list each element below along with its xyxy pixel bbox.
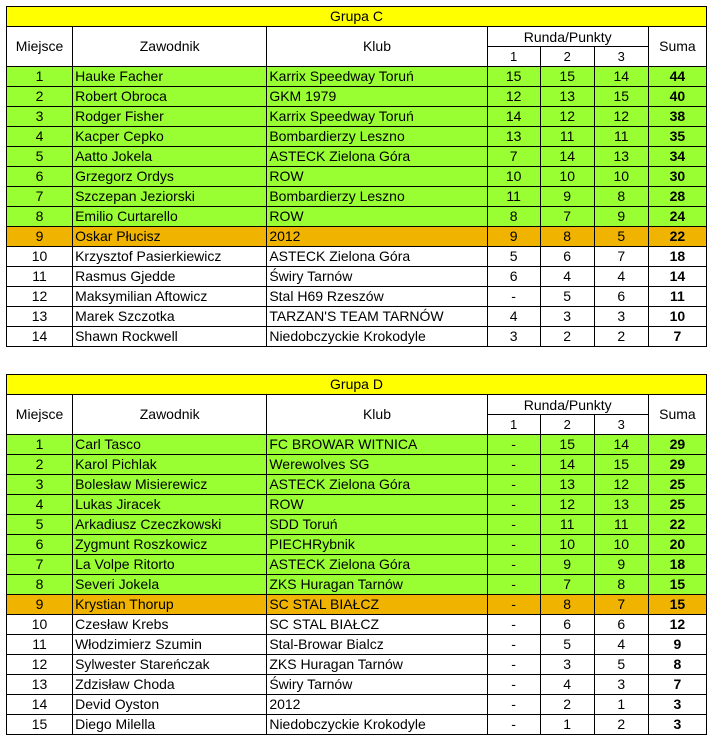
cell-club: ZKS Huragan Tarnów xyxy=(267,655,487,675)
cell-round-2: 10 xyxy=(540,167,594,187)
header-sum: Suma xyxy=(648,395,706,435)
cell-round-2: 2 xyxy=(540,327,594,347)
cell-round-2: 12 xyxy=(540,107,594,127)
cell-rider-name: Devid Oyston xyxy=(73,695,267,715)
cell-round-3: 14 xyxy=(594,67,648,87)
cell-round-2: 14 xyxy=(540,147,594,167)
cell-club: 2012 xyxy=(267,695,487,715)
cell-rider-name: Robert Obroca xyxy=(73,87,267,107)
cell-round-1: 14 xyxy=(487,107,540,127)
cell-round-2: 1 xyxy=(540,715,594,735)
cell-round-2: 7 xyxy=(540,575,594,595)
cell-sum: 20 xyxy=(648,535,706,555)
cell-club: ROW xyxy=(267,495,487,515)
cell-club: FC BROWAR WITNICA xyxy=(267,435,487,455)
cell-round-1: 15 xyxy=(487,67,540,87)
cell-place: 10 xyxy=(7,247,73,267)
table-row xyxy=(7,555,707,575)
cell-club: ASTECK Zielona Góra xyxy=(267,247,487,267)
cell-round-2: 15 xyxy=(540,67,594,87)
cell-sum: 25 xyxy=(648,475,706,495)
cell-round-3: 5 xyxy=(594,227,648,247)
cell-round-2: 7 xyxy=(540,207,594,227)
cell-rider-name: La Volpe Ritorto xyxy=(73,555,267,575)
header-round-3: 3 xyxy=(594,47,648,67)
cell-place: 11 xyxy=(7,267,73,287)
cell-club: GKM 1979 xyxy=(267,87,487,107)
table-row xyxy=(7,635,707,655)
cell-sum: 18 xyxy=(648,247,706,267)
cell-sum: 15 xyxy=(648,595,706,615)
cell-rider-name: Krystian Thorup xyxy=(73,595,267,615)
cell-round-3: 15 xyxy=(594,455,648,475)
cell-club: Niedobczyckie Krokodyle xyxy=(267,715,487,735)
cell-round-1: 6 xyxy=(487,267,540,287)
cell-round-2: 3 xyxy=(540,655,594,675)
cell-round-1: 3 xyxy=(487,327,540,347)
cell-rider-name: Emilio Curtarello xyxy=(73,207,267,227)
cell-place: 14 xyxy=(7,327,73,347)
cell-rider-name: Diego Milella xyxy=(73,715,267,735)
cell-club: ZKS Huragan Tarnów xyxy=(267,575,487,595)
cell-sum: 44 xyxy=(648,67,706,87)
cell-round-1: 5 xyxy=(487,247,540,267)
cell-place: 9 xyxy=(7,227,73,247)
cell-round-3: 15 xyxy=(594,87,648,107)
cell-rider-name: Zdzisław Choda xyxy=(73,675,267,695)
cell-sum: 3 xyxy=(648,695,706,715)
cell-rider-name: Oskar Płucisz xyxy=(73,227,267,247)
cell-club: Werewolves SG xyxy=(267,455,487,475)
group-d-rows xyxy=(7,435,707,735)
cell-round-3: 6 xyxy=(594,287,648,307)
group-d-table xyxy=(6,374,707,735)
cell-round-3: 11 xyxy=(594,127,648,147)
cell-round-1: - xyxy=(487,595,540,615)
cell-round-3: 4 xyxy=(594,635,648,655)
cell-place: 5 xyxy=(7,515,73,535)
cell-rider-name: Marek Szczotka xyxy=(73,307,267,327)
cell-sum: 18 xyxy=(648,555,706,575)
header-round-2: 2 xyxy=(540,47,594,67)
cell-rider-name: Bolesław Misierewicz xyxy=(73,475,267,495)
header-place: Miejsce xyxy=(7,395,73,435)
cell-round-1: - xyxy=(487,715,540,735)
table-row xyxy=(7,575,707,595)
cell-sum: 14 xyxy=(648,267,706,287)
table-row xyxy=(7,455,707,475)
cell-place: 11 xyxy=(7,635,73,655)
cell-club: ASTECK Zielona Góra xyxy=(267,147,487,167)
cell-sum: 15 xyxy=(648,575,706,595)
cell-club: ROW xyxy=(267,207,487,227)
cell-round-3: 8 xyxy=(594,187,648,207)
table-row xyxy=(7,167,707,187)
cell-sum: 11 xyxy=(648,287,706,307)
cell-round-2: 6 xyxy=(540,615,594,635)
cell-round-2: 13 xyxy=(540,475,594,495)
cell-round-1: - xyxy=(487,535,540,555)
cell-round-2: 5 xyxy=(540,287,594,307)
table-row xyxy=(7,267,707,287)
header-round-2: 2 xyxy=(540,415,594,435)
table-row xyxy=(7,475,707,495)
cell-round-1: 4 xyxy=(487,307,540,327)
cell-place: 10 xyxy=(7,615,73,635)
cell-club: Bombardierzy Leszno xyxy=(267,187,487,207)
cell-club: ASTECK Zielona Góra xyxy=(267,475,487,495)
cell-club: SDD Toruń xyxy=(267,515,487,535)
cell-round-3: 12 xyxy=(594,475,648,495)
cell-place: 2 xyxy=(7,87,73,107)
cell-rider-name: Kacper Cepko xyxy=(73,127,267,147)
cell-place: 8 xyxy=(7,575,73,595)
cell-sum: 7 xyxy=(648,327,706,347)
cell-round-1: - xyxy=(487,475,540,495)
header-sum: Suma xyxy=(648,27,706,67)
cell-round-3: 13 xyxy=(594,147,648,167)
cell-club: Bombardierzy Leszno xyxy=(267,127,487,147)
cell-round-2: 12 xyxy=(540,495,594,515)
cell-club: Karrix Speedway Toruń xyxy=(267,107,487,127)
cell-round-1: - xyxy=(487,635,540,655)
cell-rider-name: Krzysztof Pasierkiewicz xyxy=(73,247,267,267)
cell-place: 12 xyxy=(7,287,73,307)
cell-sum: 29 xyxy=(648,455,706,475)
cell-rider-name: Sylwester Stareńczak xyxy=(73,655,267,675)
cell-round-1: 9 xyxy=(487,227,540,247)
header-club: Klub xyxy=(267,27,487,67)
cell-round-3: 2 xyxy=(594,327,648,347)
header-round-3: 3 xyxy=(594,415,648,435)
cell-rider-name: Aatto Jokela xyxy=(73,147,267,167)
cell-place: 9 xyxy=(7,595,73,615)
table-row xyxy=(7,495,707,515)
cell-place: 2 xyxy=(7,455,73,475)
cell-round-1: - xyxy=(487,435,540,455)
cell-club: Świry Tarnów xyxy=(267,675,487,695)
header-place: Miejsce xyxy=(7,27,73,67)
cell-round-2: 15 xyxy=(540,435,594,455)
cell-round-2: 2 xyxy=(540,695,594,715)
cell-round-2: 9 xyxy=(540,187,594,207)
cell-rider-name: Maksymilian Aftowicz xyxy=(73,287,267,307)
cell-rider-name: Hauke Facher xyxy=(73,67,267,87)
cell-round-1: - xyxy=(487,655,540,675)
table-row xyxy=(7,615,707,635)
table-row xyxy=(7,675,707,695)
cell-round-2: 14 xyxy=(540,455,594,475)
cell-rider-name: Lukas Jiracek xyxy=(73,495,267,515)
cell-sum: 22 xyxy=(648,515,706,535)
cell-round-3: 7 xyxy=(594,247,648,267)
table-row xyxy=(7,187,707,207)
cell-sum: 25 xyxy=(648,495,706,515)
cell-round-1: - xyxy=(487,495,540,515)
cell-place: 7 xyxy=(7,187,73,207)
cell-place: 4 xyxy=(7,127,73,147)
cell-round-3: 10 xyxy=(594,167,648,187)
header-rounds: Runda/Punkty xyxy=(487,27,648,47)
cell-club: Stal-Browar Bialcz xyxy=(267,635,487,655)
cell-club: PIECHRybnik xyxy=(267,535,487,555)
cell-place: 13 xyxy=(7,675,73,695)
table-row xyxy=(7,327,707,347)
header-rider: Zawodnik xyxy=(73,27,267,67)
cell-rider-name: Severi Jokela xyxy=(73,575,267,595)
cell-club: Stal H69 Rzeszów xyxy=(267,287,487,307)
cell-round-1: - xyxy=(487,695,540,715)
cell-club: TARZAN'S TEAM TARNÓW xyxy=(267,307,487,327)
cell-round-1: - xyxy=(487,555,540,575)
cell-round-3: 13 xyxy=(594,495,648,515)
cell-round-1: 8 xyxy=(487,207,540,227)
cell-sum: 7 xyxy=(648,675,706,695)
cell-round-2: 4 xyxy=(540,675,594,695)
cell-round-1: 13 xyxy=(487,127,540,147)
table-row xyxy=(7,107,707,127)
table-row xyxy=(7,227,707,247)
cell-round-3: 2 xyxy=(594,715,648,735)
cell-rider-name: Szczepan Jeziorski xyxy=(73,187,267,207)
cell-place: 6 xyxy=(7,167,73,187)
cell-round-3: 6 xyxy=(594,615,648,635)
cell-sum: 38 xyxy=(648,107,706,127)
table-row xyxy=(7,595,707,615)
cell-place: 3 xyxy=(7,475,73,495)
cell-place: 6 xyxy=(7,535,73,555)
cell-sum: 8 xyxy=(648,655,706,675)
table-row xyxy=(7,655,707,675)
cell-club: ASTECK Zielona Góra xyxy=(267,555,487,575)
table-row xyxy=(7,127,707,147)
header-round-1: 1 xyxy=(487,47,540,67)
cell-sum: 12 xyxy=(648,615,706,635)
group-title: Grupa D xyxy=(7,375,707,395)
table-row xyxy=(7,307,707,327)
cell-club: Karrix Speedway Toruń xyxy=(267,67,487,87)
cell-round-3: 4 xyxy=(594,267,648,287)
cell-sum: 24 xyxy=(648,207,706,227)
cell-round-1: 7 xyxy=(487,147,540,167)
group-c-rows xyxy=(7,67,707,347)
cell-rider-name: Carl Tasco xyxy=(73,435,267,455)
table-row xyxy=(7,435,707,455)
cell-place: 12 xyxy=(7,655,73,675)
cell-club: 2012 xyxy=(267,227,487,247)
cell-round-3: 1 xyxy=(594,695,648,715)
group-title: Grupa C xyxy=(7,7,707,27)
cell-round-3: 10 xyxy=(594,535,648,555)
cell-round-3: 14 xyxy=(594,435,648,455)
cell-round-1: 10 xyxy=(487,167,540,187)
cell-round-2: 3 xyxy=(540,307,594,327)
cell-place: 1 xyxy=(7,435,73,455)
cell-round-3: 8 xyxy=(594,575,648,595)
cell-place: 8 xyxy=(7,207,73,227)
cell-rider-name: Rodger Fisher xyxy=(73,107,267,127)
cell-round-3: 7 xyxy=(594,595,648,615)
group-c-table xyxy=(6,6,707,347)
table-row xyxy=(7,287,707,307)
cell-sum: 22 xyxy=(648,227,706,247)
cell-place: 1 xyxy=(7,67,73,87)
cell-round-2: 11 xyxy=(540,515,594,535)
cell-sum: 28 xyxy=(648,187,706,207)
table-row xyxy=(7,715,707,735)
cell-round-3: 3 xyxy=(594,675,648,695)
table-row xyxy=(7,67,707,87)
cell-round-3: 12 xyxy=(594,107,648,127)
cell-club: SC STAL BIAŁCZ xyxy=(267,615,487,635)
cell-place: 5 xyxy=(7,147,73,167)
header-club: Klub xyxy=(267,395,487,435)
cell-place: 3 xyxy=(7,107,73,127)
cell-round-2: 5 xyxy=(540,635,594,655)
header-rider: Zawodnik xyxy=(73,395,267,435)
cell-round-1: - xyxy=(487,287,540,307)
cell-rider-name: Zygmunt Roszkowicz xyxy=(73,535,267,555)
cell-sum: 30 xyxy=(648,167,706,187)
header-round-1: 1 xyxy=(487,415,540,435)
cell-rider-name: Rasmus Gjedde xyxy=(73,267,267,287)
cell-round-3: 5 xyxy=(594,655,648,675)
cell-place: 13 xyxy=(7,307,73,327)
cell-rider-name: Karol Pichlak xyxy=(73,455,267,475)
cell-rider-name: Arkadiusz Czeczkowski xyxy=(73,515,267,535)
cell-round-1: 11 xyxy=(487,187,540,207)
cell-club: ROW xyxy=(267,167,487,187)
cell-sum: 40 xyxy=(648,87,706,107)
table-row xyxy=(7,695,707,715)
cell-sum: 35 xyxy=(648,127,706,147)
cell-club: Niedobczyckie Krokodyle xyxy=(267,327,487,347)
table-row xyxy=(7,147,707,167)
cell-sum: 9 xyxy=(648,635,706,655)
cell-rider-name: Grzegorz Ordys xyxy=(73,167,267,187)
table-row xyxy=(7,535,707,555)
cell-round-2: 13 xyxy=(540,87,594,107)
cell-club: SC STAL BIAŁCZ xyxy=(267,595,487,615)
cell-round-1: - xyxy=(487,615,540,635)
cell-round-2: 9 xyxy=(540,555,594,575)
cell-place: 4 xyxy=(7,495,73,515)
cell-round-1: 12 xyxy=(487,87,540,107)
cell-round-2: 8 xyxy=(540,227,594,247)
cell-club: Świry Tarnów xyxy=(267,267,487,287)
cell-rider-name: Czesław Krebs xyxy=(73,615,267,635)
cell-round-1: - xyxy=(487,575,540,595)
table-row xyxy=(7,207,707,227)
cell-round-2: 4 xyxy=(540,267,594,287)
cell-round-1: - xyxy=(487,515,540,535)
cell-sum: 10 xyxy=(648,307,706,327)
cell-round-1: - xyxy=(487,675,540,695)
cell-round-3: 9 xyxy=(594,207,648,227)
cell-round-2: 6 xyxy=(540,247,594,267)
table-row xyxy=(7,515,707,535)
cell-round-2: 8 xyxy=(540,595,594,615)
cell-place: 14 xyxy=(7,695,73,715)
cell-sum: 29 xyxy=(648,435,706,455)
cell-rider-name: Włodzimierz Szumin xyxy=(73,635,267,655)
cell-round-2: 11 xyxy=(540,127,594,147)
header-rounds: Runda/Punkty xyxy=(487,395,648,415)
cell-sum: 34 xyxy=(648,147,706,167)
table-row xyxy=(7,247,707,267)
cell-round-3: 11 xyxy=(594,515,648,535)
cell-round-2: 10 xyxy=(540,535,594,555)
cell-rider-name: Shawn Rockwell xyxy=(73,327,267,347)
cell-place: 7 xyxy=(7,555,73,575)
table-row xyxy=(7,87,707,107)
cell-round-1: - xyxy=(487,455,540,475)
cell-round-3: 9 xyxy=(594,555,648,575)
cell-round-3: 3 xyxy=(594,307,648,327)
cell-place: 15 xyxy=(7,715,73,735)
cell-sum: 3 xyxy=(648,715,706,735)
